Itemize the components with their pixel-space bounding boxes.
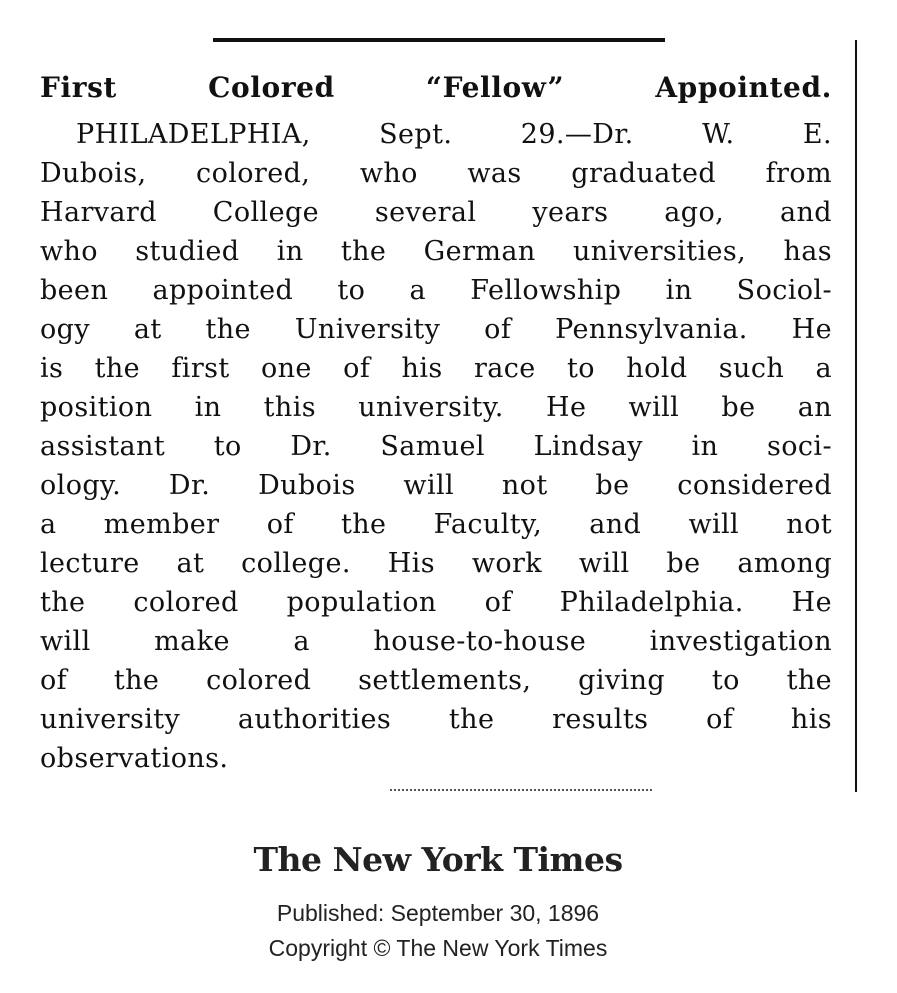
article-line: PHILADELPHIA, Sept. 29.—Dr. W. E. bbox=[76, 119, 832, 150]
article-line: who studied in the German universities, has bbox=[40, 236, 832, 267]
published-date: Published: September 30, 1896 bbox=[276, 900, 600, 926]
article-line: will make a house-to-house investigation bbox=[40, 626, 832, 657]
headline: First Colored “Fellow” Appointed. bbox=[40, 71, 832, 104]
article-body bbox=[40, 115, 832, 778]
article-line: a member of the Faculty, and will not bbox=[40, 509, 832, 540]
nyt-masthead-logo: The New York Times bbox=[253, 840, 623, 879]
copyright-notice: Copyright © The New York Times bbox=[268, 935, 608, 961]
top-rule bbox=[213, 38, 665, 42]
article-line: observations. bbox=[40, 743, 229, 774]
article-line: position in this university. He will be an bbox=[40, 392, 832, 423]
article-line: lecture at college. His work will be among bbox=[40, 548, 832, 579]
article-line: ology. Dr. Dubois will not be considered bbox=[40, 470, 832, 501]
article-line: university authorities the results of his bbox=[40, 704, 832, 735]
article-line: Dubois, colored, who was graduated from bbox=[40, 158, 832, 189]
article-line: been appointed to a Fellowship in Sociol- bbox=[40, 275, 832, 306]
bottom-rule bbox=[390, 789, 652, 791]
column-rule bbox=[855, 40, 857, 792]
article-line: Harvard College several years ago, and bbox=[40, 197, 832, 228]
article-line: ogy at the University of Pennsylvania. He bbox=[40, 314, 832, 345]
article-line: assistant to Dr. Samuel Lindsay in soci- bbox=[40, 431, 832, 462]
article-line: of the colored settlements, giving to the bbox=[40, 665, 832, 696]
article-line: is the first one of his race to hold such a bbox=[40, 353, 832, 384]
article-line: the colored population of Philadelphia. He bbox=[40, 587, 832, 618]
